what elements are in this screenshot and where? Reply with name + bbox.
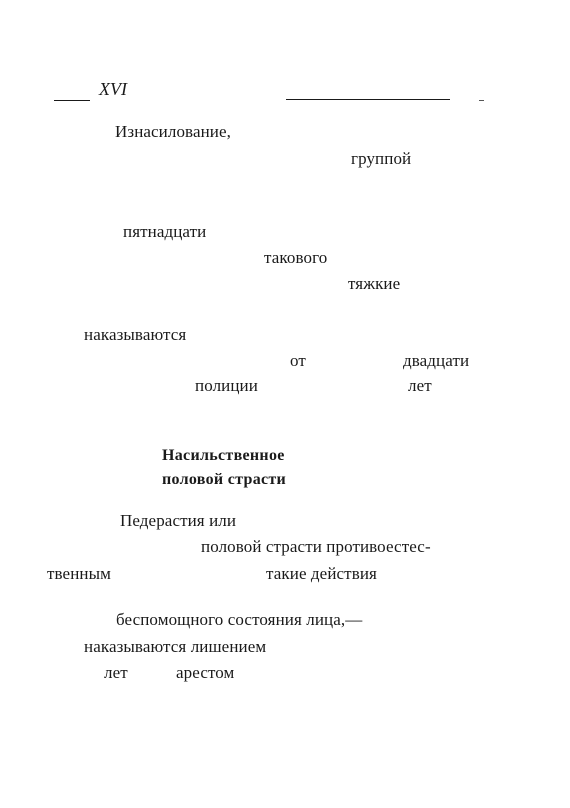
section1-line1: Изнасилование, (115, 122, 232, 141)
article-heading-line1: Насильственное (162, 447, 285, 464)
header-rule-right (286, 99, 450, 100)
section1-line7b: двадцати (403, 351, 470, 370)
header-rule-left (54, 100, 90, 101)
section1-line3: пятнадцати (123, 222, 207, 241)
section1-line6: наказываются (84, 325, 187, 344)
header-dash-mark (479, 100, 484, 101)
article-heading-line2: половой страсти (162, 471, 287, 488)
section1-line8a: полиции (195, 376, 258, 395)
section2-line2: половой страсти противоестес- (201, 537, 431, 556)
section2-line3b: такие действия (266, 564, 377, 583)
section2-line5: наказываются лишением (84, 637, 267, 656)
section2-line6a: лет (104, 663, 128, 682)
section1-line5: тяжкие (348, 274, 401, 293)
section1-line7a: от (290, 351, 306, 370)
section1-line8b: лет (408, 376, 432, 395)
section1-line4: такового (264, 248, 328, 267)
section2-line3a: твенным (47, 564, 111, 583)
section2-line1: Педерастия или (120, 511, 237, 530)
section2-line6b: арестом (176, 663, 235, 682)
section1-line2: группой (351, 149, 412, 168)
section2-line4: беспомощного состояния лица,— (116, 610, 363, 629)
chapter-number: XVI (99, 79, 127, 99)
